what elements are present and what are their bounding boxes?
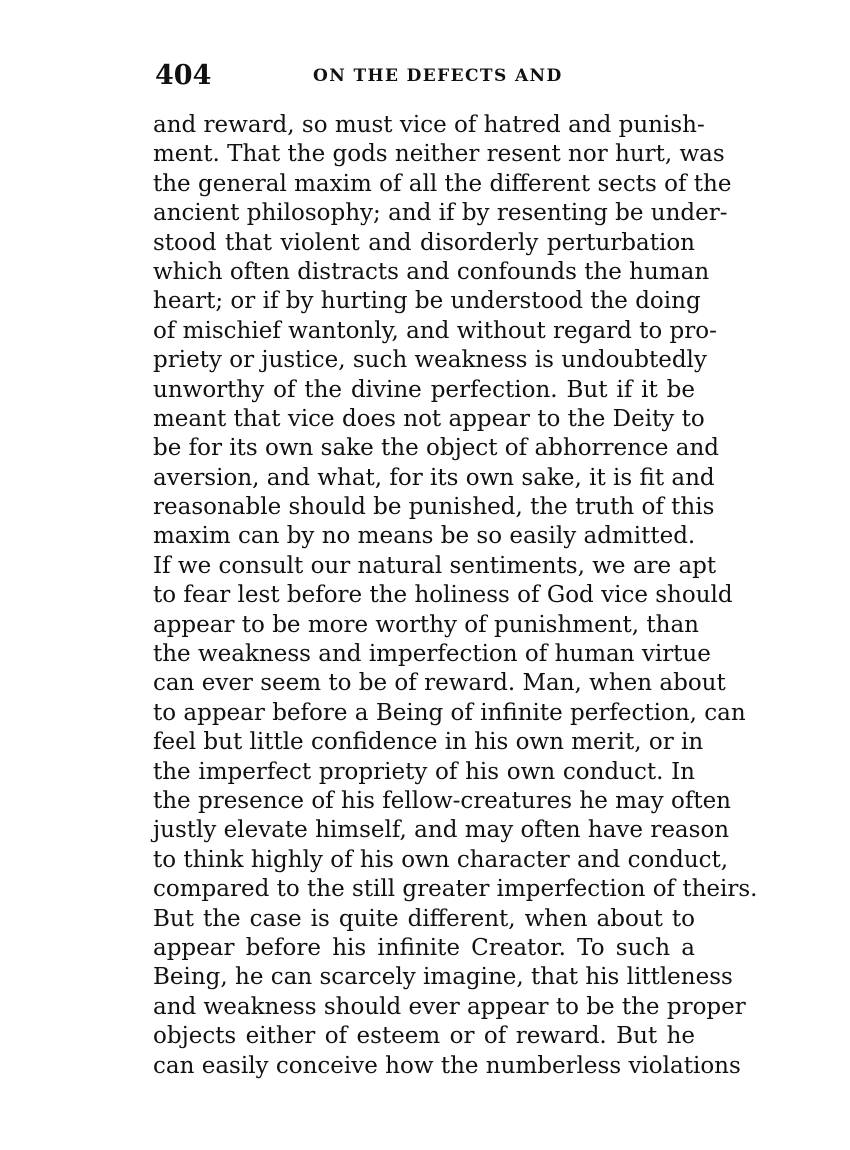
text-line: the presence of his fellow-creatures he may often: [153, 787, 731, 814]
text-line: the weakness and imperfection of human virtue: [153, 641, 711, 668]
text-line: the imperfect propriety of his own conduct. In: [153, 758, 695, 785]
text-line: reasonable should be punished, the truth of this: [153, 494, 715, 521]
text-line: If we consult our natural sentiments, we are apt: [153, 552, 717, 579]
running-head: ON THE DEFECTS AND: [313, 66, 563, 86]
text-line: heart; or if by hurting be understood the doing: [153, 288, 701, 315]
text-line: ancient philosophy; and if by resenting be under-: [153, 200, 728, 227]
text-line: ment. That the gods neither resent nor hurt, was: [153, 141, 725, 168]
text-line: But the case is quite different, when about to: [153, 905, 695, 932]
text-line: objects either of esteem or of reward. But he: [153, 1023, 695, 1050]
page-header: [155, 58, 695, 94]
text-line: Being, he can scarcely imagine, that his littleness: [153, 964, 733, 991]
text-line: can easily conceive how the numberless violations: [153, 1052, 741, 1079]
text-line: compared to the still greater imperfection of theirs.: [153, 876, 758, 903]
text-line: stood that violent and disorderly perturbation: [153, 229, 695, 256]
text-line: appear to be more worthy of punishment, than: [153, 611, 699, 638]
text-line: to fear lest before the holiness of God vice should: [153, 582, 733, 609]
text-line: feel but little confidence in his own merit, or in: [153, 729, 704, 756]
text-line: unworthy of the divine perfection. But if it be: [153, 376, 695, 403]
text-line: to appear before a Being of infinite perfection, can: [153, 699, 746, 726]
text-line: maxim can by no means be so easily admitted.: [153, 523, 696, 550]
text-line: priety or justice, such weakness is undoubtedly: [153, 347, 707, 374]
text-line: the general maxim of all the different sects of the: [153, 170, 732, 197]
text-line: to think highly of his own character and conduct,: [153, 846, 729, 873]
text-line: and reward, so must vice of hatred and punish-: [153, 112, 705, 138]
text-line: be for its own sake the object of abhorrence and: [153, 435, 720, 462]
text-line: aversion, and what, for its own sake, it is fit and: [153, 464, 715, 491]
text-line: which often distracts and confounds the human: [153, 258, 710, 285]
page-number: 404: [155, 60, 212, 91]
text-line: appear before his infinite Creator. To such a: [153, 934, 695, 961]
text-line: and weakness should ever appear to be the proper: [153, 993, 746, 1020]
text-line: of mischief wantonly, and without regard to pro-: [153, 317, 717, 344]
text-line: can ever seem to be of reward. Man, when about: [153, 670, 726, 697]
text-line: justly elevate himself, and may often have reason: [153, 817, 730, 844]
text-line: meant that vice does not appear to the Deity to: [153, 405, 705, 432]
body-text: [153, 111, 758, 1081]
